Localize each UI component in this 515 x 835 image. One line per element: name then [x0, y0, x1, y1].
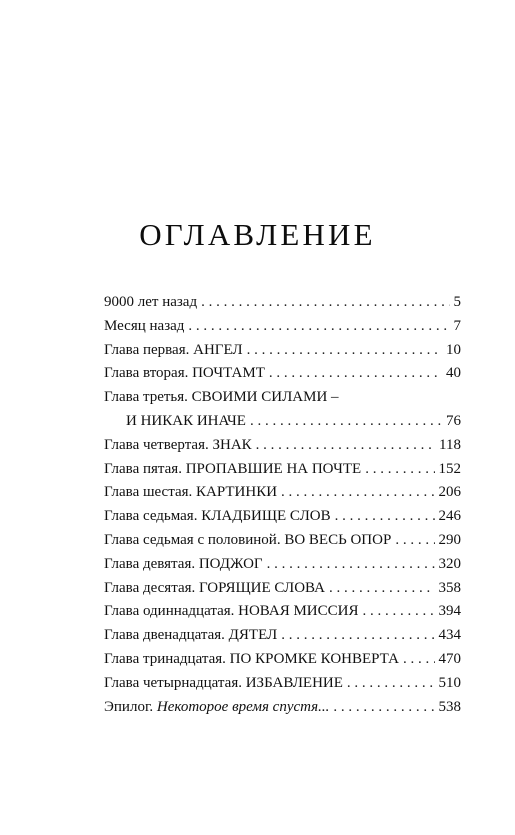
toc-entry-page: 394 — [438, 603, 461, 620]
toc-entry-label: Глава шестая. КАРТИНКИ — [104, 484, 278, 501]
toc-entry-page: 290 — [438, 531, 461, 548]
dot-leader — [362, 603, 434, 620]
dot-leader — [365, 461, 434, 478]
dot-leader — [247, 342, 442, 359]
toc-entry — [104, 556, 461, 580]
toc-entry-label: Глава четвертая. ЗНАК — [104, 436, 252, 453]
toc-entry — [104, 532, 461, 556]
dot-leader — [250, 413, 442, 430]
toc-entry — [104, 342, 461, 366]
toc-entry-label: Глава девятая. ПОДЖОГ — [104, 555, 263, 572]
toc-entry-page: 538 — [438, 698, 461, 715]
dot-leader — [347, 675, 435, 692]
toc-entry-page: 358 — [438, 579, 461, 596]
table-of-contents — [104, 294, 461, 722]
toc-entry-page: 10 — [446, 341, 461, 358]
toc-entry-page: 152 — [438, 460, 461, 477]
toc-entry-label: Глава двенадцатая. ДЯТЕЛ — [104, 627, 278, 644]
dot-leader — [256, 437, 435, 454]
toc-entry-page: 320 — [438, 555, 461, 572]
dot-leader — [403, 651, 435, 668]
toc-entry-label: Глава пятая. ПРОПАВШИЕ НА ПОЧТЕ — [104, 460, 362, 477]
toc-entry — [104, 389, 461, 413]
toc-entry — [104, 699, 461, 723]
toc-entry — [104, 437, 461, 461]
toc-entry-label: Глава десятая. ГОРЯЩИЕ СЛОВА — [104, 579, 325, 596]
toc-entry-label: Глава четырнадцатая. ИЗБАВЛЕНИЕ — [104, 674, 343, 691]
toc-entry-page: 510 — [438, 674, 461, 691]
toc-entry-label: Глава первая. АНГЕЛ — [104, 341, 243, 358]
dot-leader — [267, 556, 435, 573]
toc-entry-label — [104, 699, 329, 716]
toc-entry — [104, 603, 461, 627]
toc-entry-label-italic: Некоторое время спустя... — [156, 698, 330, 715]
toc-entry — [104, 461, 461, 485]
toc-entry-label: Глава одиннадцатая. НОВАЯ МИССИЯ — [104, 603, 359, 620]
toc-entry-label-prefix: Эпилог. — [104, 698, 154, 715]
toc-entry-page: 40 — [446, 365, 461, 382]
toc-entry-label: Глава тринадцатая. ПО КРОМКЕ КОНВЕРТА — [104, 650, 399, 667]
toc-entry-label: 9000 лет назад — [104, 294, 198, 310]
toc-entry-page: 76 — [446, 412, 461, 429]
toc-entry-page: 246 — [438, 508, 461, 525]
dot-leader — [188, 318, 449, 335]
toc-entry — [104, 651, 461, 675]
toc-entry-label: Глава седьмая с половиной. ВО ВЕСЬ ОПОР — [104, 531, 392, 548]
toc-entry — [104, 484, 461, 508]
toc-entry — [104, 365, 461, 389]
page-title: ОГЛАВЛЕНИЕ — [139, 216, 376, 252]
dot-leader — [201, 294, 449, 311]
toc-entry-label: Месяц назад — [104, 317, 185, 334]
toc-entry-page: 5 — [453, 294, 461, 310]
toc-entry — [104, 675, 461, 699]
toc-entry — [104, 294, 461, 318]
dot-leader — [281, 627, 434, 644]
toc-entry-label: Глава вторая. ПОЧТАМТ — [104, 365, 265, 382]
dot-leader — [329, 580, 435, 597]
toc-entry — [104, 318, 461, 342]
dot-leader — [395, 532, 434, 549]
toc-entry-label: Глава седьмая. КЛАДБИЩЕ СЛОВ — [104, 508, 331, 525]
toc-entry-page: 118 — [439, 436, 461, 453]
toc-entry-page: 434 — [438, 627, 461, 644]
toc-entry-page: 206 — [438, 484, 461, 501]
toc-entry-label: Глава третья. СВОИМИ СИЛАМИ – — [104, 389, 339, 406]
toc-entry-continuation — [104, 413, 461, 437]
toc-entry — [104, 627, 461, 651]
dot-leader — [333, 699, 434, 716]
toc-entry — [104, 508, 461, 532]
dot-leader — [269, 365, 442, 382]
toc-entry-page: 470 — [438, 650, 461, 667]
toc-entry-label: И НИКАК ИНАЧЕ — [126, 412, 246, 429]
dot-leader — [281, 484, 434, 501]
toc-entry-page: 7 — [453, 317, 461, 334]
toc-entry — [104, 580, 461, 604]
dot-leader — [335, 508, 435, 525]
